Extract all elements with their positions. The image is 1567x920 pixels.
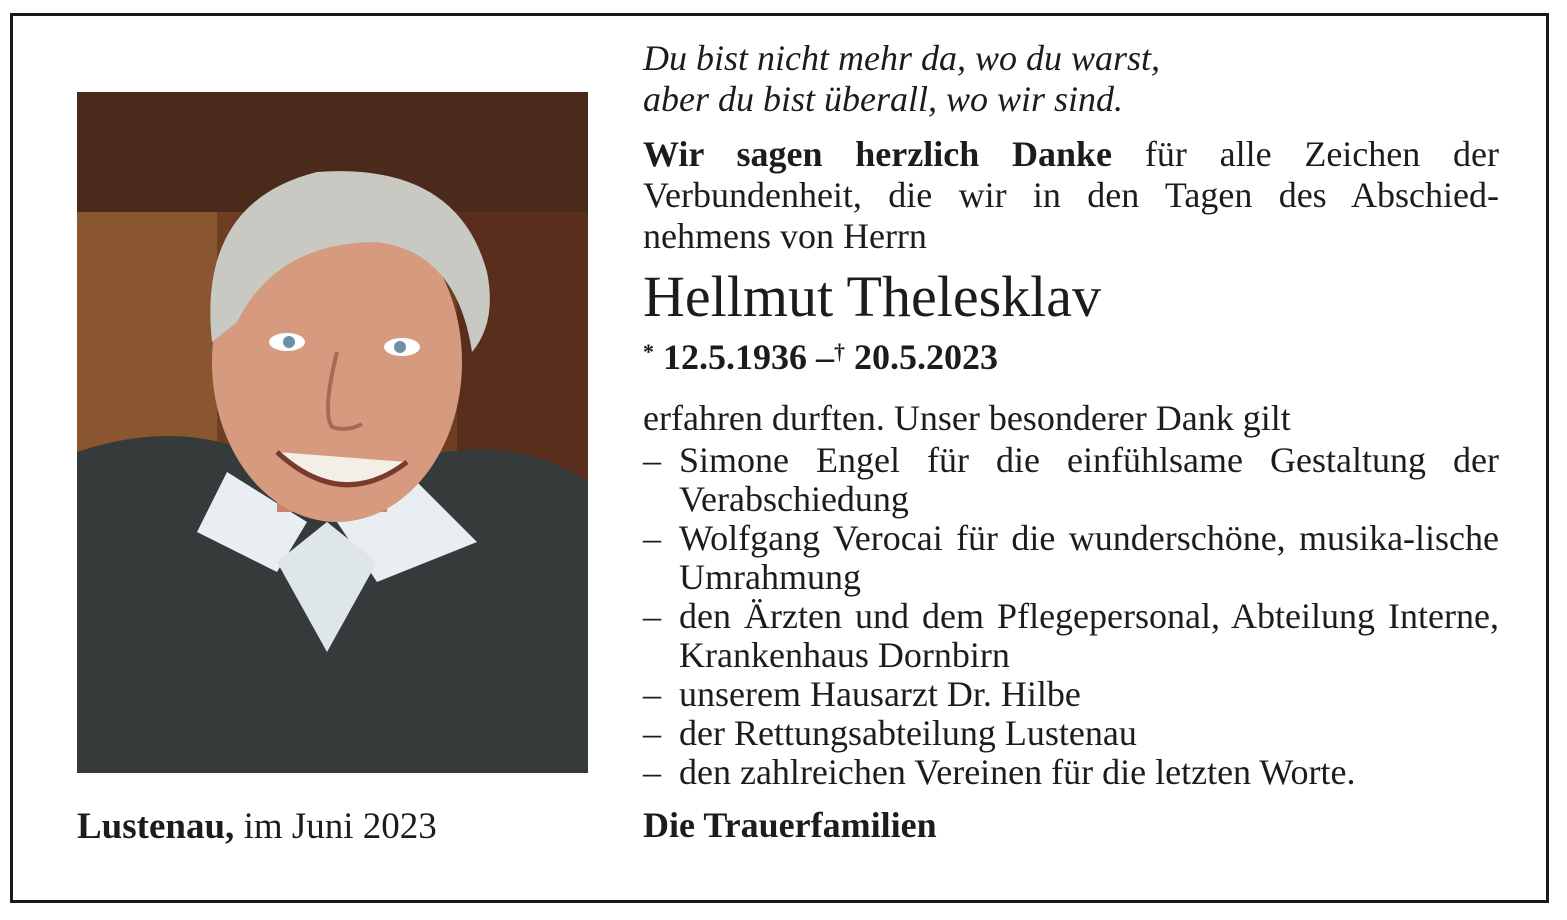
thanks-list <box>643 441 1499 792</box>
list-item <box>643 597 1499 675</box>
list-dash: – <box>643 440 661 480</box>
text-column <box>643 38 1499 846</box>
list-item <box>643 714 1499 753</box>
thanks-lead: Wir sagen herzlich Danke <box>643 134 1113 174</box>
obituary-card <box>10 13 1549 903</box>
list-dash: – <box>643 752 661 792</box>
list-dash: – <box>643 518 661 558</box>
list-dash: – <box>643 674 661 714</box>
portrait-illustration <box>77 92 588 773</box>
list-dash: – <box>643 596 661 636</box>
list-item-text: der Rettungsabteilung Lustenau <box>679 713 1137 753</box>
list-item <box>643 675 1499 714</box>
list-item-text: Simone Engel für die einfühlsame Gestaltung der Verabschiedung <box>679 440 1499 519</box>
thanks-text: für alle Zeichen der Verbundenheit, die wir in den Tagen des Abschied-nehmens von Herrn <box>643 134 1500 256</box>
quote-line-2: aber du bist überall, wo wir sind. <box>643 79 1124 119</box>
list-item <box>643 519 1499 597</box>
quote-line-1: Du bist nicht mehr da, wo du warst, <box>643 38 1161 78</box>
list-item-text: den zahlreichen Vereinen für die letzten Worte. <box>679 752 1356 792</box>
portrait-photo <box>77 92 588 773</box>
date-separator: – <box>816 337 834 377</box>
thanks-intro: erfahren durften. Unser besonderer Dank gilt <box>643 398 1291 438</box>
list-item <box>643 441 1499 519</box>
birth-symbol: * <box>643 339 654 364</box>
list-item-text: den Ärzten und dem Pflegepersonal, Abteilung Interne, Krankenhaus Dornbirn <box>679 596 1499 675</box>
deceased-name: Hellmut Thelesklav <box>643 264 1101 329</box>
death-symbol: † <box>834 339 845 364</box>
birth-date: 12.5.1936 <box>663 337 807 377</box>
date-text: im Juni 2023 <box>243 806 437 847</box>
list-item-text: Wolfgang Verocai für die wunderschöne, musika-lische Umrahmung <box>679 518 1499 597</box>
life-dates <box>643 331 1499 378</box>
quote <box>643 38 1499 120</box>
list-dash: – <box>643 713 661 753</box>
death-date: 20.5.2023 <box>854 337 998 377</box>
thanks-paragraph <box>643 134 1499 257</box>
list-item <box>643 753 1499 792</box>
place-date-line <box>77 805 437 849</box>
list-item-text: unserem Hausarzt Dr. Hilbe <box>679 674 1081 714</box>
place-name: Lustenau, <box>77 806 235 847</box>
signature: Die Trauerfamilien <box>643 805 937 845</box>
